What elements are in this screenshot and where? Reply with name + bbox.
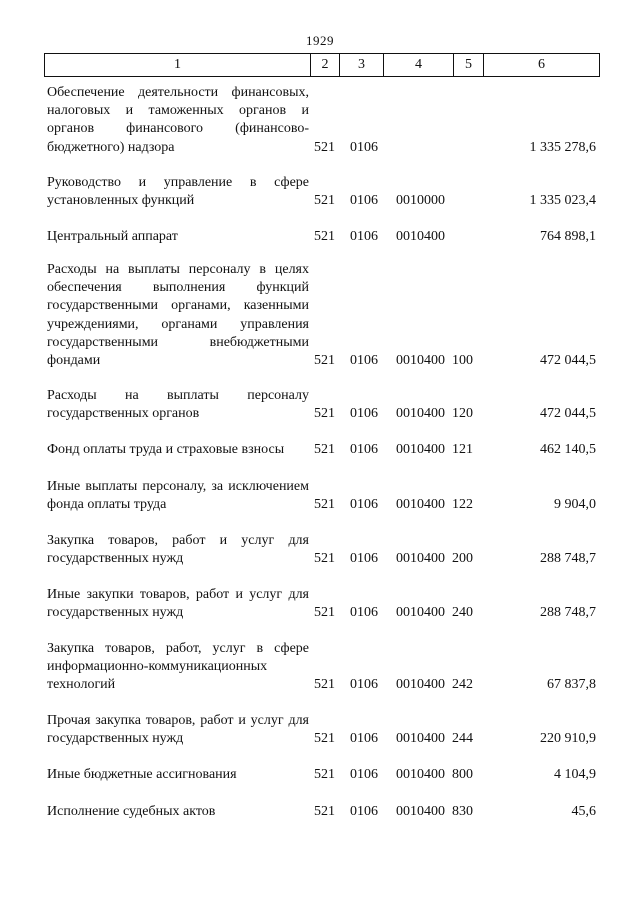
row-name: Закупка товаров, работ и услуг для государственных нужд [47,533,309,567]
row-name: Иные выплаты персоналу, за исключением фонда оплаты труда [47,479,309,513]
row-expense-type: 830 [452,804,473,819]
row-amount: 472 044,5 [540,353,596,368]
row-section: 0106 [350,442,378,457]
row-target: 0010000 [396,193,445,209]
row-target: 0010400 [396,353,445,368]
row-ministry: 521 [314,767,335,782]
row-name: Фонд оплаты труда и страховые взносы [47,442,285,457]
row-section: 0106 [350,139,378,155]
row-target: 0010400 [396,229,445,244]
row-ministry: 521 [314,442,335,457]
row-section: 0106 [350,497,378,513]
header-col-5: 5 [454,54,484,76]
row-expense-type: 121 [452,442,473,457]
row-section: 0106 [350,229,378,244]
row-expense-type: 242 [452,677,473,693]
row-ministry: 521 [314,497,335,513]
row-section: 0106 [350,193,378,209]
row-name: Исполнение судебных актов [47,804,216,819]
row-target: 0010400 [396,804,445,819]
row-expense-type: 100 [452,353,473,368]
row-ministry: 521 [314,353,335,368]
row-ministry: 521 [314,605,335,621]
row-ministry: 521 [314,229,335,244]
row-name: Обеспечение деятельности финансовых, налоговых и таможенных органов и органов финансового (финансово-бюджетного) надзора [47,85,309,155]
row-target: 0010400 [396,551,445,567]
row-expense-type: 200 [452,551,473,567]
row-amount: 288 748,7 [540,551,596,567]
row-name: Расходы на выплаты персоналу государственных органов [47,388,309,422]
row-ministry: 521 [314,406,335,422]
row-amount: 67 837,8 [547,677,596,693]
table-header [44,53,600,77]
row-name: Иные бюджетные ассигнования [47,767,237,782]
row-section: 0106 [350,677,378,693]
row-amount: 462 140,5 [540,442,596,457]
row-target: 0010400 [396,605,445,621]
row-amount: 1 335 023,4 [529,193,596,209]
row-expense-type: 122 [452,497,473,513]
header-col-4: 4 [384,54,454,76]
page-number: 1929 [306,33,334,48]
row-amount: 9 904,0 [554,497,596,513]
row-target: 0010400 [396,406,445,422]
row-amount: 1 335 278,6 [529,139,596,155]
row-amount: 288 748,7 [540,605,596,621]
header-col-6: 6 [538,57,545,72]
row-ministry: 521 [314,731,335,747]
row-section: 0106 [350,605,378,621]
header-col-2: 2 [311,54,340,76]
row-expense-type: 240 [452,605,473,621]
row-expense-type: 800 [452,767,473,782]
row-name: Руководство и управление в сфере установленных функций [47,175,309,209]
row-target: 0010400 [396,497,445,513]
row-target: 0010400 [396,731,445,747]
row-section: 0106 [350,551,378,567]
row-section: 0106 [350,804,378,819]
row-target: 0010400 [396,677,445,693]
row-section: 0106 [350,767,378,782]
header-col-3: 3 [340,54,384,76]
row-expense-type: 244 [452,731,473,747]
row-ministry: 521 [314,804,335,819]
row-amount: 764 898,1 [540,229,596,244]
row-ministry: 521 [314,139,335,155]
row-amount: 45,6 [571,804,596,819]
row-section: 0106 [350,406,378,422]
row-target: 0010400 [396,767,445,782]
row-name: Расходы на выплаты персоналу в целях обеспечения выполнения функций государственными органами, казенными учреждениями, органами управления государственными внебюджетными фондами [47,262,309,369]
row-ministry: 521 [314,193,335,209]
row-amount: 472 044,5 [540,406,596,422]
row-expense-type: 120 [452,406,473,422]
row-name: Иные закупки товаров, работ и услуг для государственных нужд [47,587,309,621]
row-name: Закупка товаров, работ, услуг в сфере информационно-коммуникационных технологий [47,641,309,693]
row-target: 0010400 [396,442,445,457]
row-section: 0106 [350,731,378,747]
row-ministry: 521 [314,551,335,567]
row-ministry: 521 [314,677,335,693]
row-amount: 4 104,9 [554,767,596,782]
row-name: Центральный аппарат [47,229,178,244]
header-col-1: 1 [45,54,311,76]
row-section: 0106 [350,353,378,368]
row-name: Прочая закупка товаров, работ и услуг для государственных нужд [47,713,309,747]
row-amount: 220 910,9 [540,731,596,747]
